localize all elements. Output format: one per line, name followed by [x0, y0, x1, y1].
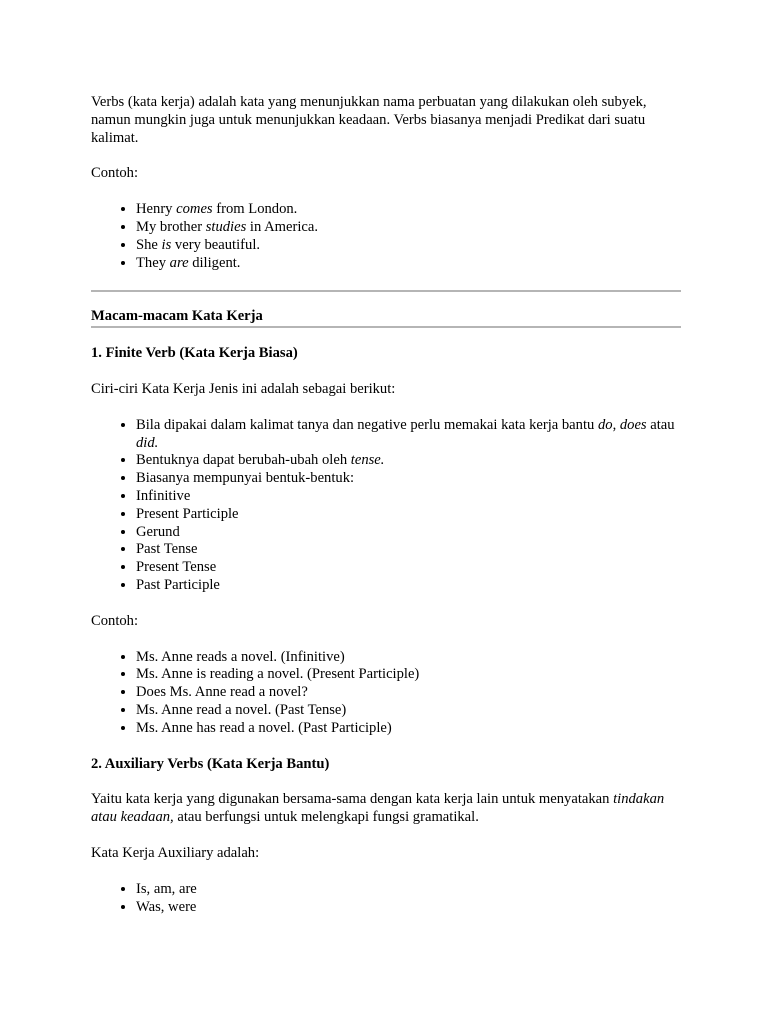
contoh-label: Contoh: — [91, 165, 139, 182]
list-item: • Ms. Anne is reading a novel. (Present Participle) — [136, 666, 681, 684]
finite-verb-heading: 1. Finite Verb (Kata Kerja Biasa) — [91, 345, 298, 362]
finite-verb-intro: Ciri-ciri Kata Kerja Jenis ini adalah sebagai berikut: — [91, 380, 396, 397]
document-body — [91, 94, 681, 916]
auxiliary-list-intro: Kata Kerja Auxiliary adalah: — [91, 844, 260, 861]
list-item: • Biasanya mempunyai bentuk-bentuk: — [136, 470, 681, 488]
list-item: • Ms. Anne has read a novel. (Past Participle) — [136, 720, 681, 738]
intro-paragraph: Verbs (kata kerja) adalah kata yang menunjukkan nama perbuatan yang dilakukan oleh subyek, namun mungkin juga untuk menunjukkan keadaan. Verbs biasanya menjadi Predikat dari suatu kalimat. — [91, 94, 647, 146]
list-item: • Does Ms. Anne read a novel? — [136, 684, 681, 702]
auxiliary-paragraph: Yaitu kata kerja yang digunakan bersama-sama dengan kata kerja lain untuk menyatakan tindakan atau keadaan, atau berfungsi untuk melengkapi fungsi gramatikal. — [91, 791, 665, 826]
list-item: • Is, am, are — [136, 881, 681, 899]
list-item: • Henry comes from London. — [136, 201, 681, 219]
list-item: • Present Tense — [136, 559, 681, 577]
contoh-examples-list — [91, 649, 681, 738]
list-item: • Past Tense — [136, 541, 681, 559]
list-item: • Ms. Anne read a novel. (Past Tense) — [136, 702, 681, 720]
list-item: • Was, were — [136, 899, 681, 917]
contoh-label: Contoh: — [91, 612, 139, 629]
auxiliary-list — [91, 881, 681, 917]
auxiliary-verbs-heading: 2. Auxiliary Verbs (Kata Kerja Bantu) — [91, 755, 330, 772]
section-title: Macam-macam Kata Kerja — [91, 308, 681, 328]
finite-verb-list — [91, 417, 681, 595]
list-item: • Gerund — [136, 524, 681, 542]
contoh-list — [91, 201, 681, 272]
list-item: • Ms. Anne reads a novel. (Infinitive) — [136, 649, 681, 667]
list-item: • My brother studies in America. — [136, 219, 681, 237]
list-item: • Present Participle — [136, 506, 681, 524]
list-item: • Infinitive — [136, 488, 681, 506]
list-item: • They are diligent. — [136, 255, 681, 273]
list-item: • Bila dipakai dalam kalimat tanya dan negative perlu memakai kata kerja bantu do, does atau did. — [136, 417, 681, 453]
list-item: • She is very beautiful. — [136, 237, 681, 255]
list-item: • Bentuknya dapat berubah-ubah oleh tense. — [136, 452, 681, 470]
list-item: • Past Participle — [136, 577, 681, 595]
